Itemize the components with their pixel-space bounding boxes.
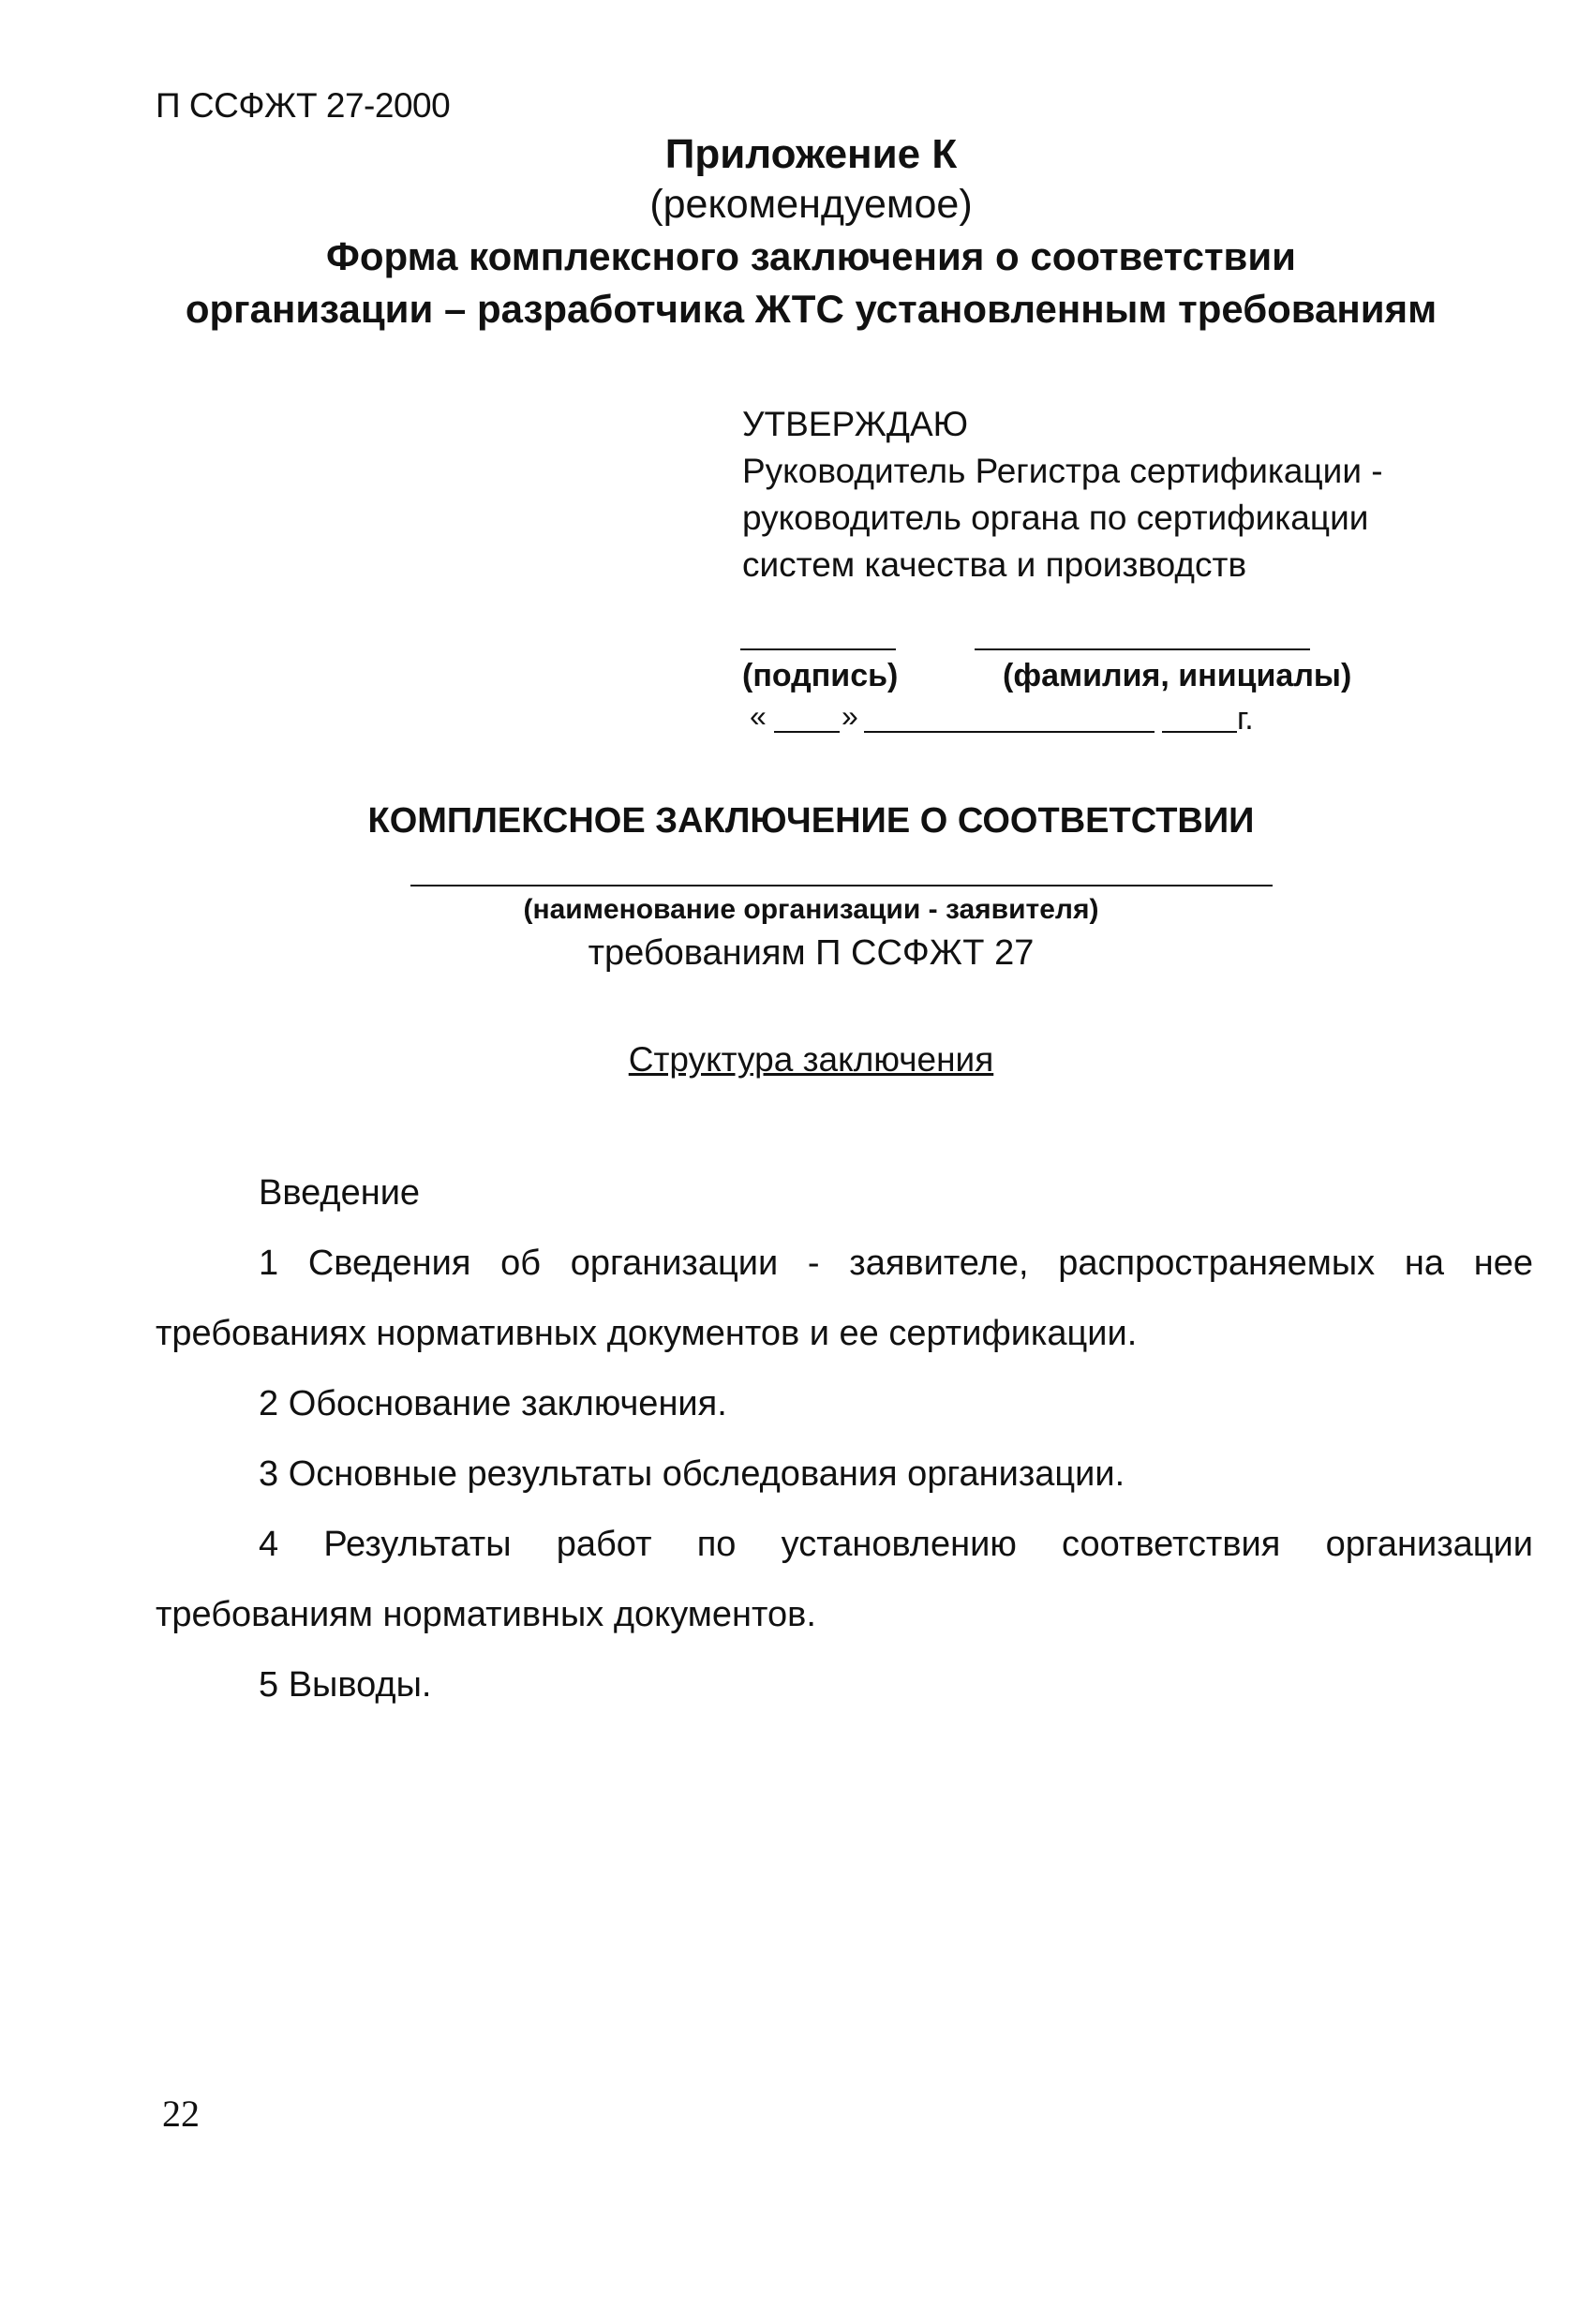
approve-label: УТВЕРЖДАЮ	[742, 405, 969, 443]
date-day-line	[774, 731, 840, 733]
document-code: П ССФЖТ 27-2000	[156, 86, 451, 125]
appendix-subtitle: (рекомендуемое)	[649, 182, 973, 227]
approver-position-line-2: руководитель органа по сертификации	[742, 499, 1369, 537]
approval-block	[742, 401, 1398, 588]
name-line	[975, 648, 1310, 650]
year-suffix: г.	[1237, 701, 1254, 737]
structure-intro: Введение	[259, 1173, 421, 1213]
organization-caption: (наименование организации - заявителя)	[523, 894, 1099, 925]
form-title-line-2: организации – разработчика ЖТС установленным требованиям	[185, 287, 1438, 331]
requirements-line: требованиям П ССФЖТ 27	[588, 933, 1035, 973]
structure-item-4: 4 Результаты работ по установлению соответствия организации требованиям нормативных документов.	[156, 1525, 1533, 1634]
structure-item-3: 3 Основные результаты обследования организации.	[259, 1454, 1125, 1494]
page-number: 22	[162, 2093, 200, 2135]
structure-item-5: 5 Выводы.	[259, 1665, 432, 1705]
date-year-line	[1162, 731, 1237, 733]
approver-position-line-1: Руководитель Регистра сертификации -	[742, 452, 1383, 490]
date-close-quote: »	[842, 699, 858, 733]
date-month-line	[864, 731, 1155, 733]
structure-item-2: 2 Обоснование заключения.	[259, 1384, 727, 1423]
appendix-title: Приложение К	[664, 131, 958, 177]
signature-label: (подпись)	[742, 658, 899, 693]
signature-line	[740, 648, 896, 650]
conclusion-heading: КОМПЛЕКСНОЕ ЗАКЛЮЧЕНИЕ О СООТВЕТСТВИИ	[367, 801, 1255, 841]
form-title-line-1: Форма комплексного заключения о соответствии	[325, 234, 1296, 278]
name-label: (фамилия, инициалы)	[1003, 658, 1352, 693]
date-open-quote: «	[750, 699, 767, 733]
approver-position-line-3: систем качества и производств	[742, 545, 1247, 584]
structure-item-1: 1 Сведения об организации - заявителе, распространяемых на нее требованиях нормативных документов и ее сертификации.	[156, 1244, 1533, 1353]
structure-title: Структура заключения	[628, 1040, 994, 1079]
organization-name-line	[410, 885, 1273, 886]
structure-list	[156, 1158, 1533, 1721]
